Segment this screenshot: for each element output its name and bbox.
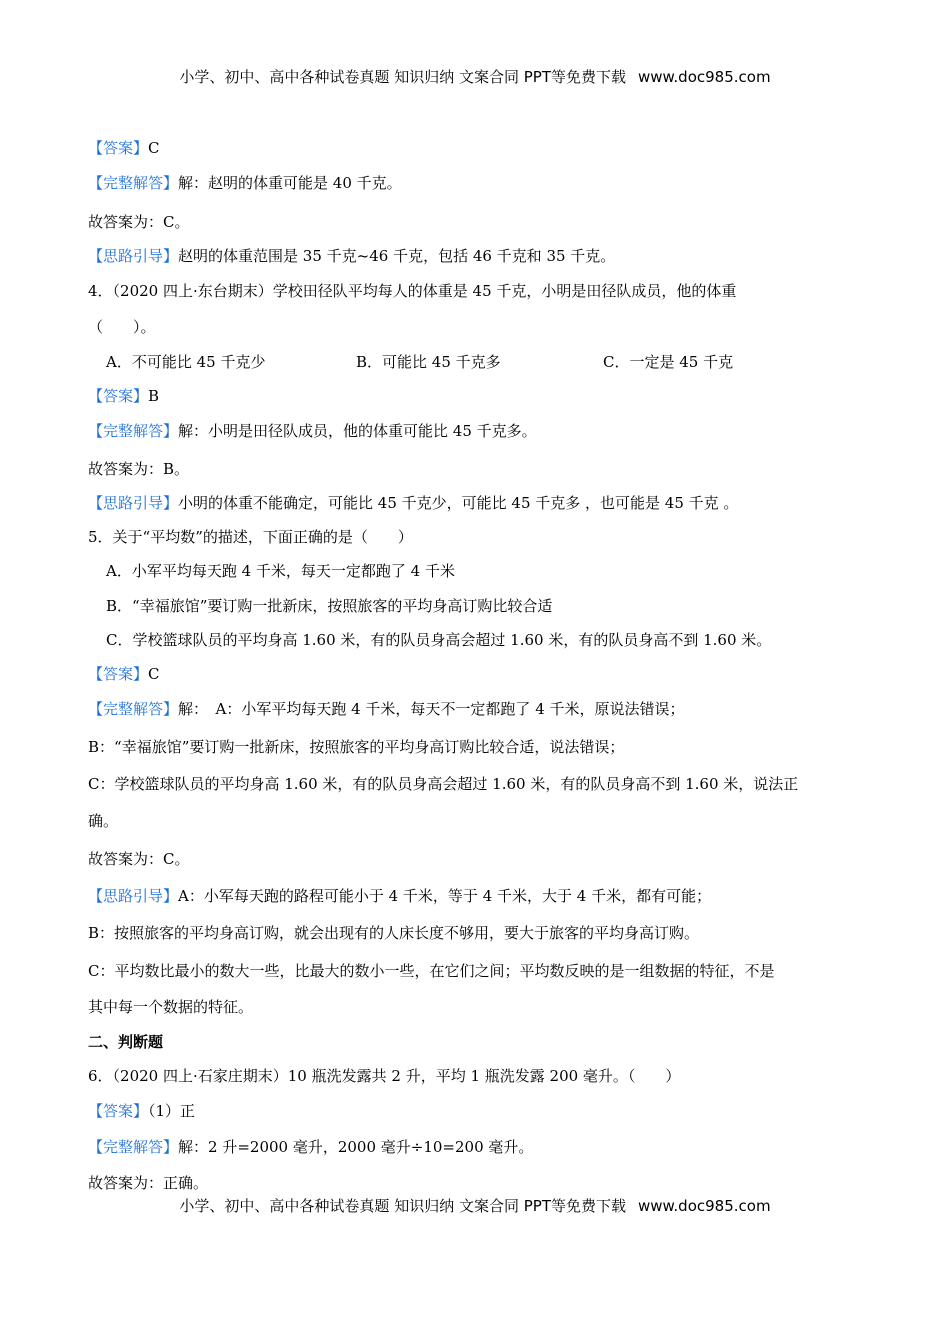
- q4-option-a: A．不可能比 45 千克少: [106, 353, 266, 371]
- q5-option-a: A．小军平均每天跑 4 千米，每天一定都跑了 4 千米: [106, 562, 455, 580]
- q5-hint-b: B：按照旅客的平均身高订购，就会出现有的人床长度不够用，要大于旅客的平均身高订购。: [88, 924, 700, 942]
- q5-hint-c2: 其中每一个数据的特征。: [88, 998, 254, 1016]
- q4-conclusion: 故答案为：B。: [88, 460, 190, 478]
- q4-stem-line1: 4．（2020 四上·东台期末）学校田径队平均每人的体重是 45 千克，小明是田径队成员，他的体重: [88, 282, 737, 300]
- page-footer: [0, 1195, 950, 1216]
- q5-full-c1: C：学校篮球队员的平均身高 1.60 米，有的队员身高会超过 1.60 米，有的队员身高不到 1.60 米，说法正: [88, 775, 799, 793]
- q5-hint-a: [88, 886, 711, 906]
- answer-tag: 【答案】: [88, 1102, 149, 1120]
- footer-site: www.doc985.com: [637, 1197, 771, 1215]
- q5-option-b: B．“幸福旅馆”要订购一批新床，按照旅客的平均身高订购比较合适: [106, 597, 553, 615]
- q6-answer-value: （1）正: [148, 1102, 196, 1120]
- header-site: www.doc985.com: [637, 68, 771, 86]
- page-header: [0, 66, 950, 87]
- hint-tag: 【思路引导】: [88, 494, 179, 512]
- q3-hint-text: 赵明的体重范围是 35 千克~46 千克，包括 46 千克和 35 千克。: [178, 247, 616, 265]
- section-title-judgement: 二、判断题: [88, 1033, 164, 1051]
- full-tag: 【完整解答】: [88, 422, 179, 440]
- q4-hint-text: 小明的体重不能确定，可能比 45 千克少，可能比 45 千克多 ，也可能是 45 千克 。: [178, 494, 739, 512]
- q5-full-a: [88, 699, 685, 719]
- q5-conclusion: 故答案为：C。: [88, 850, 190, 868]
- q3-answer: [88, 138, 160, 158]
- q3-conclusion: 故答案为：C。: [88, 213, 190, 231]
- footer-text: 小学、初中、高中各种试卷真题 知识归纳 文案合同 PPT等免费下载: [179, 1197, 626, 1215]
- q5-option-c: C．学校篮球队员的平均身高 1.60 米，有的队员身高会超过 1.60 米，有的队员身高不到 1.60 米。: [106, 631, 772, 649]
- answer-tag: 【答案】: [88, 665, 149, 683]
- header-text: 小学、初中、高中各种试卷真题 知识归纳 文案合同 PPT等免费下载: [179, 68, 626, 86]
- q3-full-text: 解：赵明的体重可能是 40 千克。: [178, 174, 402, 192]
- q4-hint: [88, 493, 738, 513]
- answer-tag: 【答案】: [88, 139, 149, 157]
- q4-option-c: C．一定是 45 千克: [603, 353, 734, 371]
- q4-full: [88, 421, 537, 441]
- q4-option-b: B．可能比 45 千克多: [356, 353, 501, 371]
- q3-hint: [88, 246, 615, 266]
- q4-answer-value: B: [148, 387, 160, 405]
- answer-tag: 【答案】: [88, 387, 149, 405]
- full-tag: 【完整解答】: [88, 174, 179, 192]
- q6-answer: [88, 1101, 195, 1121]
- q6-full: [88, 1137, 533, 1157]
- q5-full-a-text: 解： A：小军平均每天跑 4 千米，每天不一定都跑了 4 千米，原说法错误；: [178, 700, 685, 718]
- q5-hint-a-text: A：小军每天跑的路程可能小于 4 千米，等于 4 千米，大于 4 千米，都有可能；: [178, 887, 712, 905]
- full-tag: 【完整解答】: [88, 1138, 179, 1156]
- q6-conclusion: 故答案为：正确。: [88, 1174, 209, 1192]
- q3-answer-value: C: [148, 139, 160, 157]
- q5-hint-c1: C：平均数比最小的数大一些，比最大的数小一些，在它们之间；平均数反映的是一组数据的特征，不是: [88, 962, 775, 980]
- q5-full-c2: 确。: [88, 812, 119, 830]
- q5-full-b: B：“幸福旅馆”要订购一批新床，按照旅客的平均身高订购比较合适，说法错误；: [88, 738, 625, 756]
- q3-full: [88, 173, 402, 193]
- hint-tag: 【思路引导】: [88, 887, 179, 905]
- q6-stem: 6．（2020 四上·石家庄期末）10 瓶洗发露共 2 升，平均 1 瓶洗发露 200 毫升。（ ）: [88, 1067, 681, 1085]
- q5-answer: [88, 664, 160, 684]
- q5-stem: 5．关于“平均数”的描述，下面正确的是（ ）: [88, 528, 413, 546]
- q6-full-text: 解：2 升=2000 毫升，2000 毫升÷10=200 毫升。: [178, 1138, 534, 1156]
- hint-tag: 【思路引导】: [88, 247, 179, 265]
- q4-answer: [88, 386, 159, 406]
- q5-answer-value: C: [148, 665, 160, 683]
- q4-stem-line2: （ ）。: [88, 318, 156, 336]
- q4-full-text: 解：小明是田径队成员，他的体重可能比 45 千克多。: [178, 422, 537, 440]
- full-tag: 【完整解答】: [88, 700, 179, 718]
